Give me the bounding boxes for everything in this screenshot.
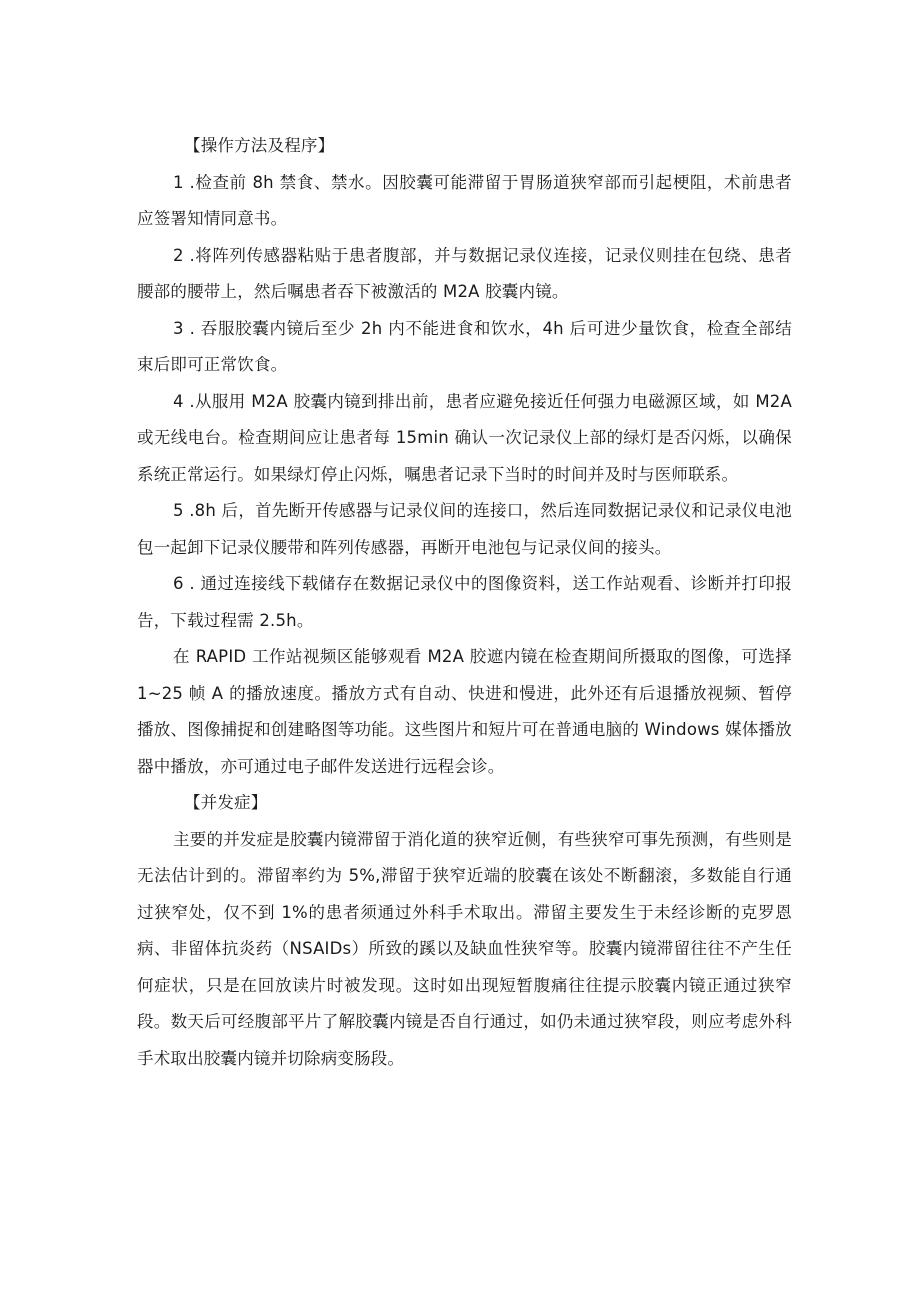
step-6: 6 . 通过连接线下载储存在数据记录仪中的图像资料，送工作站观看、诊断并打印报告，下载过程需 2.5h。 (137, 574, 792, 630)
document-body (137, 128, 792, 1077)
step-1: 1 .检查前 8h 禁食、禁水。因胶囊可能滞留于胃肠道狭窄部而引起梗阻，术前患者应签署知情同意书。 (137, 172, 792, 228)
heading-complications: 【并发症】 (184, 793, 268, 812)
heading-procedure: 【操作方法及程序】 (184, 136, 335, 155)
step-2: 2 .将阵列传感器粘贴于患者腹部，并与数据记录仪连接，记录仪则挂在包绕、患者腰部的腰带上，然后嘱患者吞下被激活的 M2A 胶囊内镜。 (137, 245, 792, 301)
rapid-paragraph: 在 RAPID 工作站视频区能够观看 M2A 胶遮内镜在检查期间所摄取的图像，可选择 1~25 帧 A 的播放速度。播放方式有自动、快进和慢进，此外还有后退播放视频、暂停播放、图像捕捉和创建略图等功能。这些图片和短片可在普通电脑的 Windows 媒体播放器中播放，亦可通过电子邮件发送进行远程会诊。 (137, 647, 792, 776)
step-3: 3 . 吞服胶囊内镜后至少 2h 内不能进食和饮水，4h 后可进少量饮食，检查全部结束后即可正常饮食。 (137, 318, 792, 374)
step-5: 5 .8h 后，首先断开传感器与记录仪间的连接口，然后连同数据记录仪和记录仪电池包一起卸下记录仪腰带和阵列传感器，再断开电池包与记录仪间的接头。 (137, 501, 792, 557)
complications-paragraph: 主要的并发症是胶囊内镜滞留于消化道的狭窄近侧，有些狭窄可事先预测，有些则是无法估计到的。滞留率约为 5%,滞留于狭窄近端的胶囊在该处不断翻滚，多数能自行通过狭窄处，仅不到 1%的患者须通过外科手术取出。滞留主要发生于未经诊断的克罗恩病、非留体抗炎药（NSAIDs）所致的蹊以及缺血性狭窄等。胶囊内镜滞留往往不产生任何症状，只是在回放读片时被发现。这时如出现短暂腹痛往往提示胶囊内镜正通过狭窄段。数天后可经腹部平片了解胶囊内镜是否自行通过，如仍未通过狭窄段，则应考虑外科手术取出胶囊内镜并切除病变肠段。 (137, 829, 792, 1068)
step-4: 4 .从服用 M2A 胶囊内镜到排出前，患者应避免接近任何强力电磁源区域，如 M2A 或无线电台。检查期间应让患者每 15min 确认一次记录仪上部的绿灯是否闪烁，以确保系统正常运行。如果绿灯停止闪烁，嘱患者记录下当时的时间并及时与医师联系。 (137, 391, 792, 484)
